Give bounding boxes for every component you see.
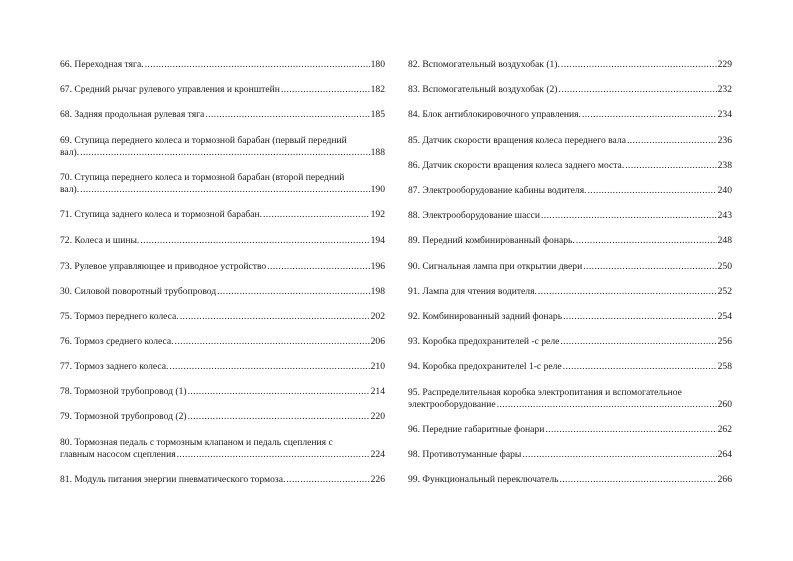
page-number: 229 [717, 59, 732, 70]
page-number: 190 [370, 183, 385, 195]
page-number: 226 [370, 474, 385, 485]
toc-entry[interactable] [60, 437, 385, 460]
entry-title: 66. Переходная тяга. [60, 59, 144, 70]
entry-title-line1: 80. Тормозная педаль с тормозным клапаном и педаль сцепления с [60, 437, 333, 448]
entry-title: вал). [60, 146, 80, 158]
entry-title: 83. Вспомогательный воздухобак (2) [408, 84, 558, 95]
toc-entry[interactable] [60, 361, 385, 373]
page-number: 238 [717, 160, 732, 171]
entry-title: 84. Блок антиблокировочного управления. [408, 109, 581, 120]
toc-entry[interactable] [408, 336, 732, 348]
entry-title: 87. Электрооборудование кабины водителя. [408, 185, 587, 196]
toc-entry[interactable] [408, 387, 732, 410]
toc-entry[interactable] [60, 286, 385, 298]
entry-title: электрооборудование [408, 398, 496, 410]
entry-title: 75. Тормоз переднего колеса. [60, 311, 179, 322]
entry-title: 91. Лампа для чтения водителя. [408, 286, 537, 297]
entry-title: 81. Модуль питания энергии пневматического тормоза. [60, 474, 286, 485]
page-number: 202 [370, 311, 385, 322]
toc-entry[interactable] [60, 386, 385, 398]
page-number: 188 [370, 146, 385, 158]
entry-title-line1: 69. Ступица переднего колеса и тормозной барабан (первый передний [60, 135, 347, 146]
toc-entry[interactable] [60, 411, 385, 423]
toc-entry[interactable] [408, 185, 732, 197]
toc-entry[interactable] [408, 59, 732, 71]
toc-entry[interactable] [408, 311, 732, 323]
page-number: 234 [717, 109, 732, 120]
toc-entry[interactable] [408, 84, 732, 96]
toc-entry[interactable] [60, 336, 385, 348]
page-number: 248 [717, 235, 732, 246]
entry-title: 78. Тормозной трубопровод (1) [60, 386, 187, 397]
entry-title: 79. Тормозной трубопровод (2) [60, 411, 187, 422]
entry-title: 94. Коробка предохранителеl 1-с реле [408, 361, 562, 372]
page-number: 254 [717, 311, 732, 322]
page-number: 196 [370, 261, 385, 272]
toc-entry[interactable] [60, 84, 385, 96]
page-number: 258 [717, 361, 732, 372]
toc-entry[interactable] [408, 474, 732, 486]
toc-entry[interactable] [408, 160, 732, 172]
entry-title: 92. Комбинированный задний фонарь [408, 311, 563, 322]
page-number: 182 [370, 84, 385, 95]
entry-title: 76. Тормоз среднего колеса. [60, 336, 174, 347]
page-number: 210 [370, 361, 385, 372]
entry-title: 88. Электрооборудование шасси [408, 210, 540, 221]
toc-entry[interactable] [408, 424, 732, 436]
page-number: 194 [370, 235, 385, 246]
page-number: 236 [717, 135, 732, 146]
page-number: 266 [717, 474, 732, 485]
page-number: 243 [717, 210, 732, 221]
toc-entry[interactable] [60, 474, 385, 486]
page-number: 250 [717, 261, 732, 272]
entry-title: 82. Вспомогательный воздухобак (1). [408, 59, 560, 70]
toc-entry[interactable] [408, 261, 732, 273]
toc-entry[interactable] [60, 59, 385, 71]
entry-title-line1: 70. Ступица переднего колеса и тормозной барабан (второй передний [60, 172, 345, 183]
page-number: 232 [717, 84, 732, 95]
entry-title: 98. Противотуманные фары [408, 449, 522, 460]
page-number: 260 [717, 398, 732, 410]
toc-entry[interactable] [60, 135, 385, 158]
entry-title: 89. Передний комбинированный фонарь. [408, 235, 575, 246]
entry-title: 93. Коробка предохранителей -с реле [408, 336, 560, 347]
toc-entry[interactable] [408, 109, 732, 121]
page-number: 198 [370, 286, 385, 297]
toc-entry[interactable] [408, 286, 732, 298]
entry-title: 67. Средний рычаг рулевого управления и кронштейн [60, 84, 280, 95]
entry-title: 72. Колеса и шины. [60, 235, 140, 246]
toc-entry[interactable] [60, 109, 385, 121]
page-number: 206 [370, 336, 385, 347]
entry-title: 85. Датчик скорости вращения колеса переднего вала [408, 135, 626, 146]
page-number: 185 [370, 109, 385, 120]
page-number: 192 [370, 209, 385, 220]
toc-entry[interactable] [408, 235, 732, 247]
page-number: 262 [717, 424, 732, 435]
entry-title: 73. Рулевое управляющее и приводное устройство [60, 261, 267, 272]
entry-title: 96. Передние габаритные фонари [408, 424, 545, 435]
entry-title: 71. Ступица заднего колеса и тормозной барабан. [60, 209, 262, 220]
page-number: 224 [370, 448, 385, 460]
page-number: 252 [717, 286, 732, 297]
entry-title: 77. Тормоз заднего колеса. [60, 361, 169, 372]
page-number: 240 [717, 185, 732, 196]
toc-entry[interactable] [60, 209, 385, 221]
toc-entry[interactable] [408, 135, 732, 147]
toc-entry[interactable] [408, 210, 732, 222]
entry-title: 86. Датчик скорости вращения колеса заднего моста. [408, 160, 625, 171]
toc-entry[interactable] [408, 449, 732, 461]
entry-title: 68. Задняя продольная рулевая тяга [60, 109, 205, 120]
toc-entry[interactable] [60, 261, 385, 273]
toc-entry[interactable] [60, 235, 385, 247]
page-number: 256 [717, 336, 732, 347]
toc-entry[interactable] [408, 361, 732, 373]
entry-title: 90. Сигнальная лампа при открытии двери [408, 261, 583, 272]
entry-title-line1: 95. Распределительная коробка электропитания и вспомогательное [408, 387, 682, 398]
page-number: 264 [717, 449, 732, 460]
page-number: 220 [370, 411, 385, 422]
entry-title: главным насосом сцепления [60, 448, 176, 460]
entry-title: 30. Силовой поворотный трубопровод [60, 286, 217, 297]
toc-entry[interactable] [60, 172, 385, 195]
entry-title: 99. Функциональный переключатель [408, 474, 559, 485]
entry-title: вал). [60, 183, 80, 195]
page-number: 214 [370, 386, 385, 397]
page-number: 180 [370, 59, 385, 70]
toc-entry[interactable] [60, 311, 385, 323]
